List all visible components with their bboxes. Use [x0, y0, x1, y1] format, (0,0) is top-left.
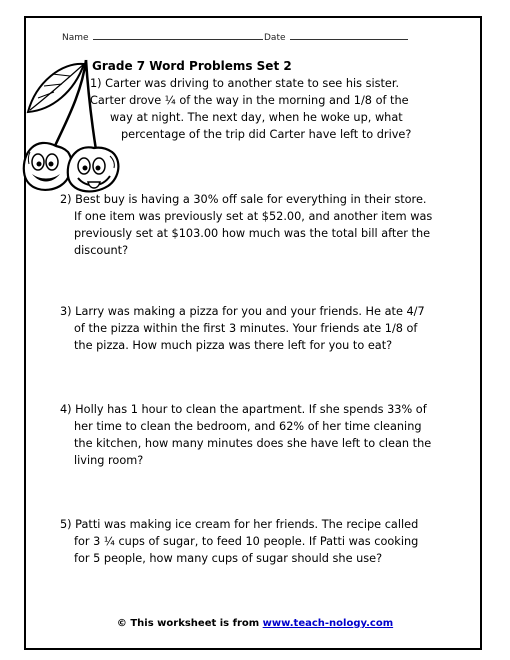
question-line: for 5 people, how many cups of sugar should she use?: [74, 552, 383, 565]
footer-link[interactable]: www.teach-nology.com: [262, 618, 394, 629]
question-1: [90, 75, 411, 143]
question-line: 5) Patti was making ice cream for her friends. The recipe called: [60, 518, 419, 531]
question-line: the kitchen, how many minutes does she have left to clean the: [74, 437, 432, 450]
question-3: [60, 303, 425, 354]
question-line: 2) Best buy is having a 30% off sale for everything in their store.: [60, 193, 427, 206]
question-line: discount?: [74, 244, 129, 257]
date-blank: [290, 30, 408, 40]
question-line: way at night. The next day, when he woke up, what: [110, 111, 403, 124]
question-line: 3) Larry was making a pizza for you and your friends. He ate 4/7: [60, 305, 425, 318]
name-field[interactable]: [62, 30, 263, 43]
question-line: for 3 ¼ cups of sugar, to feed 10 people. If Patti was cooking: [74, 535, 419, 548]
question-line: 4) Holly has 1 hour to clean the apartment. If she spends 33% of: [60, 403, 427, 416]
footer-credit: [0, 618, 510, 629]
question-4: [60, 401, 431, 469]
question-line: living room?: [74, 454, 144, 467]
question-line: percentage of the trip did Carter have left to drive?: [121, 128, 412, 141]
question-line: her time to clean the bedroom, and 62% of her time cleaning: [74, 420, 422, 433]
date-label: Date: [264, 33, 286, 43]
question-2: [60, 191, 432, 259]
question-line: Carter drove ¼ of the way in the morning and 1/8 of the: [90, 94, 409, 107]
question-line: If one item was previously set at $52.00, and another item was: [74, 210, 433, 223]
name-label: Name: [62, 33, 89, 43]
footer-text: © This worksheet is from: [116, 618, 263, 629]
question-line: 1) Carter was driving to another state to see his sister.: [90, 77, 400, 90]
name-blank: [93, 30, 263, 40]
date-field[interactable]: [264, 30, 408, 43]
question-line: previously set at $103.00 how much was the total bill after the: [74, 227, 431, 240]
worksheet-title: Grade 7 Word Problems Set 2: [92, 59, 292, 73]
question-line: the pizza. How much pizza was there left for you to eat?: [74, 339, 393, 352]
question-line: of the pizza within the first 3 minutes. Your friends ate 1/8 of: [74, 322, 418, 335]
question-5: [60, 516, 418, 567]
